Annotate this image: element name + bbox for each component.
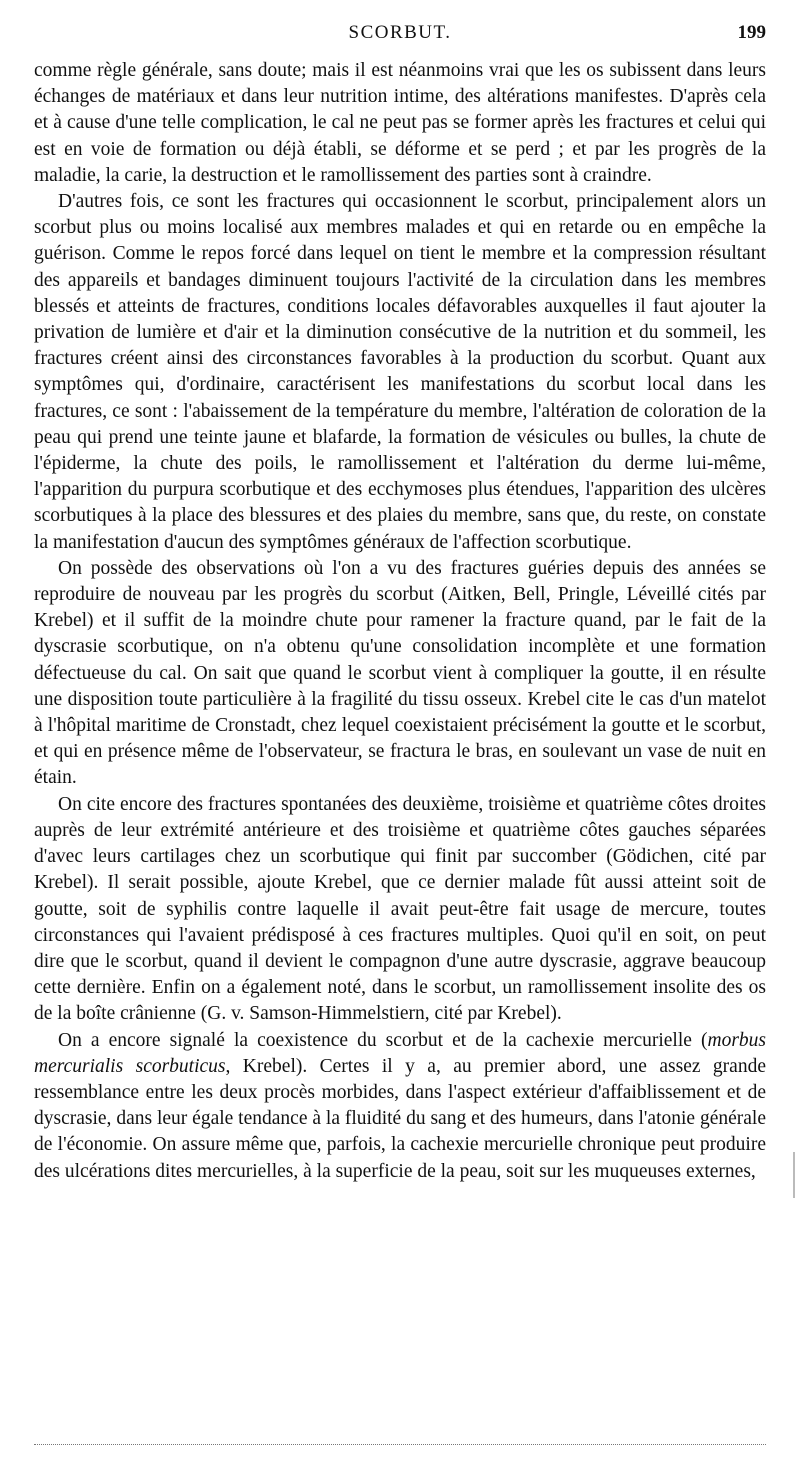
running-head (34, 22, 766, 52)
paragraph-5-italic-term: morbus mercurialis scorbuticus (34, 1029, 766, 1077)
margin-mark (793, 1152, 795, 1198)
paragraph-2: D'autres fois, ce sont les fractures qui occasionnent le scorbut, principalement alors un scorbut plus ou moins localisé aux membres malades et qui en retarde ou en empêche la guérison. Comme le repos forcé dans lequel on tient le membre et la compression résultant des appareils et bandages diminuent toujours l'activité de la circulation dans les membres blessés et atteints de fractures, conditions locales défavorables auxquelles il faut ajouter la privation de lumière et d'air et la diminution consécutive de la nutrition et du sommeil, les fractures créent ainsi des circonstances favorables à la production du scorbut. Quant aux symptômes qui, d'ordinaire, caractérisent les manifestations du scorbut local dans les fractures, ce sont : l'abaissement de la température du membre, l'altération de coloration de la peau qui prend une teinte jaune et blafarde, la formation de vésicules ou bulles, la chute de l'épiderme, la chute des poils, le ramollissement et l'altération du derme lui-même, l'apparition du purpura scorbutique et des ecchymoses plus étendues, l'apparition des ulcères scorbutiques à la place des blessures et des plaies du membre, sans que, du reste, on constate la manifestation d'aucun des symptômes généraux de l'affection scorbutique. (34, 191, 766, 553)
paragraph-5-text-before: On a encore signalé la coexistence du scorbut et de la cachexie mercurielle ( (58, 1029, 708, 1051)
paragraph-1: comme règle générale, sans doute; mais il est néanmoins vrai que les os subissent dans leurs échanges de matériaux et dans leur nutrition intime, des altérations manifestes. D'après cela et à cause d'une telle complication, le cal ne peut pas se former après les fractures et celui qui est en voie de formation ou déjà établi, se déforme et se perd ; et par les progrès de la maladie, la carie, la destruction et le ramollissement des parties sont à craindre. (34, 60, 766, 186)
running-title: SCORBUT. (348, 22, 452, 43)
paragraph-5 (34, 1028, 766, 1185)
page-number: 199 (737, 22, 766, 43)
paragraph-3: On possède des observations où l'on a vu des fractures guéries depuis des années se reproduire de nouveau par les progrès du scorbut (Aitken, Bell, Pringle, Léveillé cités par Krebel) et il suffit de la moindre chute pour ramener la fracture quand, par le fait de la dyscrasie scorbutique, on n'a obtenu qu'une consolidation incomplète et une formation défectueuse du cal. On sait que quand le scorbut vient à compliquer la goutte, il en résulte une disposition toute particulière à la fragilité du tissu osseux. Krebel cite le cas d'un matelot à l'hôpital maritime de Cronstadt, chez lequel coexistaient précisément la goutte et le scorbut, et qui en présence même de l'observateur, se fractura le bras, en soulevant un vase de nuit en étain. (34, 557, 766, 789)
footer-dotted-rule (34, 1444, 766, 1445)
paragraph-5-text-after: , Krebel). Certes il y a, au premier abord, une assez grande ressemblance entre les deux procès morbides, dans l'aspect extérieur d'affaiblissement et de dyscrasie, dans leur égale tendance à la fluidité du sang et des humeurs, dans l'atonie générale de l'économie. On assure même que, parfois, la cachexie mercurielle chronique peut produire des ulcérations dites mercurielles, à la superficie de la peau, soit sur les muqueuses externes, (34, 1055, 766, 1182)
body-text (34, 58, 766, 1185)
paragraph-4: On cite encore des fractures spontanées des deuxième, troisième et quatrième côtes droites auprès de leur extrémité antérieure et des troisième et quatrième côtes gauches séparées d'avec leurs cartilages chez un scorbutique qui finit par succomber (Gödichen, cité par Krebel). Il serait possible, ajoute Krebel, que ce dernier malade fût aussi atteint soit de goutte, soit de syphilis contre laquelle il avait peut-être fait usage de mercure, toutes circonstances qui l'avaient prédisposé à ces fractures multiples. Quoi qu'il en soit, on peut dire que le scorbut, quand il devient le compagnon d'une autre dyscrasie, aggrave beaucoup cette dernière. Enfin on a également noté, dans le scorbut, un ramollissement insolite des os de la boîte crânienne (G. v. Samson-Himmelstiern, cité par Krebel). (34, 793, 766, 1025)
